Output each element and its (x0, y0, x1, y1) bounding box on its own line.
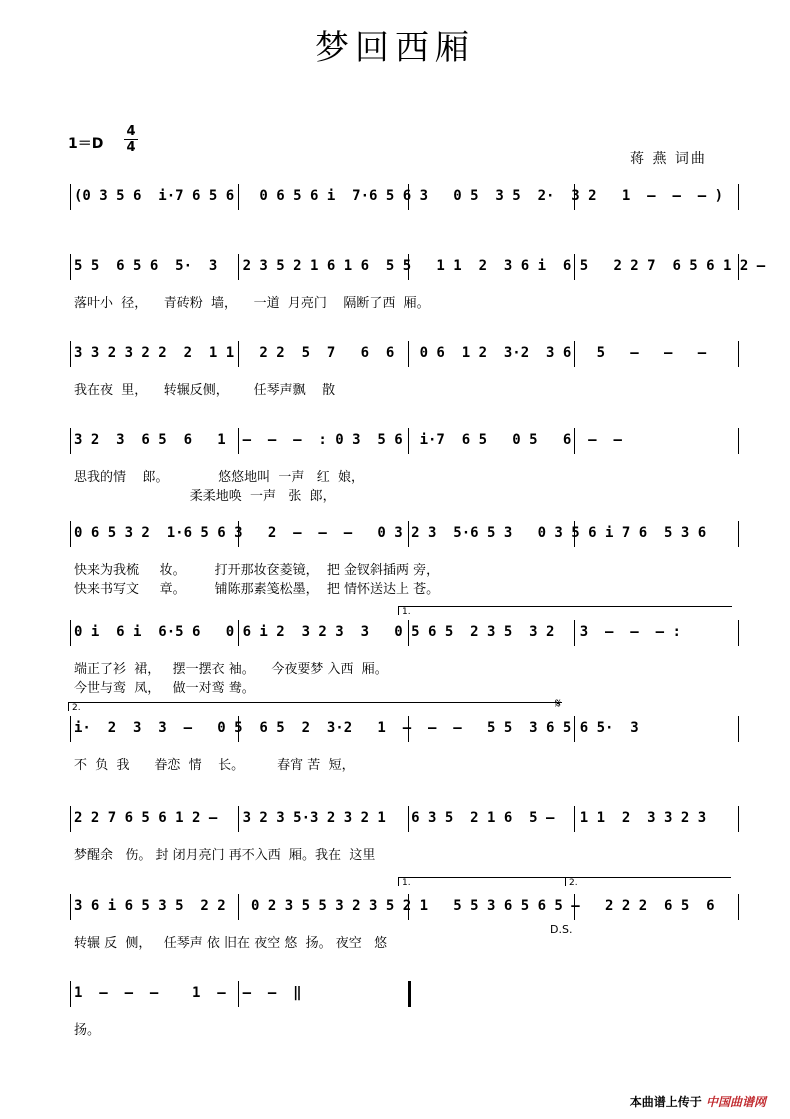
score-row (60, 258, 766, 318)
lyric-line: 柔柔地唤 一声 张 郎， (74, 489, 336, 504)
ds-mark: D.S. (550, 923, 573, 936)
lyric-line: 落叶小 径， 青砖粉 墙， 一道 月亮门 隔断了西 厢。 (74, 296, 430, 311)
bar-line (408, 184, 409, 210)
bar-line (70, 341, 71, 367)
lyric-line: 快来为我梳 妆。 打开那妆奁菱镜， 把 金钗斜插两 旁， (74, 563, 440, 578)
song-title: 梦回西厢 (315, 28, 475, 68)
volta-2: 2. (68, 702, 562, 711)
segno-mark: 𝄋 (555, 696, 562, 712)
score-row (60, 624, 740, 696)
bar-line (574, 620, 575, 646)
score-row (60, 898, 740, 958)
bar-line (574, 428, 575, 454)
bar-line (238, 620, 239, 646)
bar-line (408, 254, 409, 280)
bar-line (574, 894, 575, 920)
lyric-line: 快来书写文 章。 铺陈那素笺松墨， 把 情怀送达上 苍。 (74, 582, 440, 597)
bar-line (70, 894, 71, 920)
lyric-line: 不 负 我 眷恋 情 长。 春宵 苦 短， (74, 758, 355, 773)
bar-line (574, 341, 575, 367)
bar-line (70, 716, 71, 742)
score-row (60, 432, 740, 504)
lyric-line: 我在夜 里， 转辗反侧， 任琴声飘 散 (74, 383, 336, 398)
score-row (60, 720, 740, 780)
bar-line (408, 894, 409, 920)
upload-footer (630, 1093, 766, 1110)
bar-line (738, 806, 739, 832)
bar-line (70, 184, 71, 210)
notation-line: 3 3 2 3 2 2 2 1 1 2 2 5 7 6 6 0 6 1 2 3·2 3 6 5 – – – (74, 345, 707, 361)
volta-1-end: 1. (398, 877, 566, 886)
score-row (60, 985, 740, 1045)
bar-line (238, 981, 239, 1007)
time-signature (124, 124, 138, 155)
bar-line (574, 254, 575, 280)
notation-line: 0 6 5 3 2 1·6 5 6 3 2 – – – 0 3 2 3 5·6 5 3 0 3 5 6 i 7 6 5 3 6 (74, 525, 707, 541)
author-credit: 蒋 燕 词曲 (630, 151, 707, 167)
bar-line (70, 254, 71, 280)
meter-bottom: 4 (124, 139, 138, 155)
notation-line: 5 5 6 5 6 5· 3 2 3 5 2 1 6 1 6 5 5 1 1 2 3 6 i 6 5 2 2 7 6 5 6 1 2 – (74, 258, 766, 274)
score-row (60, 525, 740, 597)
bar-line (70, 806, 71, 832)
bar-line (738, 254, 739, 280)
notation-line: (0 3 5 6 i·7 6 5 6 0 6 5 6 i 7·6 5 6 3 0 5 3 5 2· 3 2 1 – – – ) (74, 188, 724, 204)
bar-line (738, 620, 739, 646)
bar-line (238, 716, 239, 742)
footer-prefix: 本曲谱上传于 (629, 1095, 702, 1109)
site-brand: 中国曲谱网 (705, 1095, 766, 1109)
bar-line (238, 428, 239, 454)
bar-line (238, 894, 239, 920)
score-row (60, 188, 740, 248)
bar-line (574, 716, 575, 742)
bar-line (408, 521, 409, 547)
volta-2-end: 2. (565, 877, 731, 886)
bar-line (408, 806, 409, 832)
bar-line (238, 521, 239, 547)
bar-line (408, 428, 409, 454)
lyric-line: 思我的情 郎。 悠悠地叫 一声 红 娘， (74, 470, 365, 485)
key-signature: 1＝D (68, 136, 104, 152)
bar-line (238, 184, 239, 210)
bar-line (408, 716, 409, 742)
score-row (60, 345, 740, 405)
notation-line: 3 2 3 6 5 6 1 – – – : 0 3 5 6 i·7 6 5 0 5 6 – – (74, 432, 622, 448)
bar-line (574, 184, 575, 210)
bar-line (574, 521, 575, 547)
bar-line (238, 806, 239, 832)
bar-line (70, 521, 71, 547)
lyric-line: 今世与鸾 凤， 做一对鸾 鸯。 (74, 681, 255, 696)
bar-line (70, 428, 71, 454)
notation-line: 2 2 7 6 5 6 1 2 – 3 2 3 5·3 2 3 2 1 6 3 5 2 1 6 5 – 1 1 2 3 3 2 3 (74, 810, 707, 826)
bar-line (408, 620, 409, 646)
score-row (60, 810, 740, 870)
bar-line (738, 184, 739, 210)
bar-line (70, 981, 71, 1007)
bar-line (408, 981, 411, 1007)
notation-line: 1 – – – 1 – – – ‖ (74, 985, 302, 1001)
volta-1: 1. (398, 606, 732, 615)
notation-line: i· 2 3 3 – 0 5 6 5 2 3·2 1 – – – 5 5 3 6 5 6 5· 3 (74, 720, 639, 736)
lyric-line: 扬。 (74, 1023, 101, 1038)
lyric-line: 梦醒余 伤。 封 闭月亮门 再不入西 厢。我在 这里 (74, 848, 376, 863)
bar-line (408, 341, 409, 367)
bar-line (574, 806, 575, 832)
notation-line: 0 i 6 i 6·5 6 0 6 i 2 3 2 3 3 0 5 6 5 2 3 5 3 2 3 – – – : (74, 624, 681, 640)
notation-line: 3 6 i 6 5 3 5 2 2 0 2 3 5 5 3 2 3 5 2 1 5 5 3 6 5 6 5 – 2 2 2 6 5 6 (74, 898, 715, 914)
lyric-line: 端正了衫 裙， 摆一摆衣 袖。 今夜要梦 入西 厢。 (74, 662, 388, 677)
bar-line (70, 620, 71, 646)
bar-line (738, 894, 739, 920)
bar-line (738, 341, 739, 367)
meter-top: 4 (126, 124, 136, 139)
lyric-line: 转辗 反 侧， 任琴声 依 旧在 夜空 悠 扬。 夜空 悠 (74, 936, 388, 951)
bar-line (738, 521, 739, 547)
bar-line (738, 716, 739, 742)
bar-line (238, 341, 239, 367)
bar-line (238, 254, 239, 280)
bar-line (738, 428, 739, 454)
